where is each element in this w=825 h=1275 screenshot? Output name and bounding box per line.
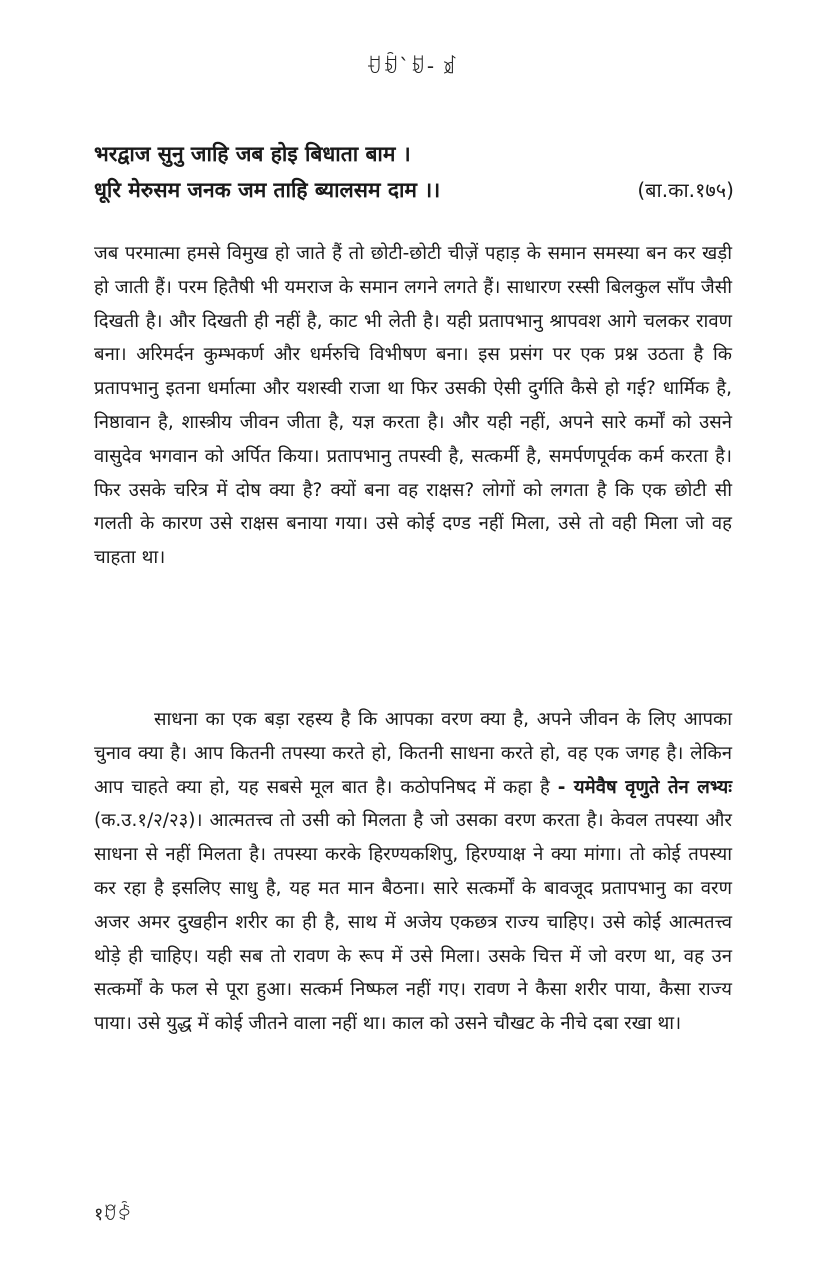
paragraph-2-text-a: साधना का एक बड़ा रहस्य है कि आपका वरण क्या है, अपने जीवन के लिए आपका चुनाव क्या है। आप कितनी तपस्या करते हो, कितनी साधना करते हो, वह एक जगह है। लेकिन आप चाहते क्या हो, यह सबसे मूल बात है। कठोपनिषद में कहा है xyxy=(94,709,732,798)
verse-block xyxy=(94,136,734,208)
verse-line-2: धूरि मेरुसम जनक जम ताहि ब्यालसम दाम ।। xyxy=(94,178,441,202)
paragraph-1: जब परमात्मा हमसे विमुख हो जाते हैं तो छोटी-छोटी चीज़ें पहाड़ के समान समस्या बन कर खड़ी हो जाती हैं। परम हितैषी भी यमराज के समान लगने लगते हैं। साधारण रस्सी बिलकुल साँप जैसी दिखती है। और दिखती ही नहीं है, काट भी लेती है। यही प्रतापभानु श्रापवश आगे चलकर रावण बना। अरिमर्दन कुम्भकर्ण और धर्मरुचि विभीषण बना। इस प्रसंग पर एक प्रश्न उठता है कि प्रतापभानु इतना धर्मात्मा और यशस्वी राजा था फिर उसकी ऐसी दुर्गति कैसे हो गई? धार्मिक है, निष्ठावान है, शास्त्रीय जीवन जीता है, यज्ञ करता है। और यही नहीं, अपने सारे कर्मों को उसने वासुदेव भगवान को अर्पित किया। प्रतापभानु तपस्वी है, सत्कर्मी है, समर्पणपूर्वक कर्म करता है। फिर उसके चरित्र में दोष क्या है? क्यों बना वह राक्षस? लोगों को लगता है कि एक छोटी सी गलती के कारण उसे राक्षस बनाया गया। उसे कोई दण्ड नहीं मिला, उसे तो वही मिला जो वह चाहता था। xyxy=(94,243,732,569)
paragraph-2-text-b: (क.उ.१/२/२३)। आत्मतत्त्व तो उसी को मिलता है जो उसका वरण करता है। केवल तपस्या और साधना से नहीं मिलता है। तपस्या करके हिरण्यकशिपु, हिरण्याक्ष ने क्या मांगा। तो कोई तपस्या कर रहा है इसलिए साधु है, यह मत मान बैठना। सारे सत्कर्मों के बावजूद प्रतापभानु का वरण अजर अमर दुखहीन शरीर का ही है, साथ में अजेय एकछत्र राज्य चाहिए। उसे कोई आत्मतत्त्व थोड़े ही चाहिए। यही सब तो रावण के रूप में उसे मिला। उसके चित्त में जो वरण था, वह उन सत्कर्मों के फल से पूरा हुआ। सत्कर्म निष्फल नहीं गए। रावण ने कैसा शरीर पाया, कैसा राज्य पाया। उसे युद्ध में कोई जीतने वाला नहीं था। काल को उसने चौखट के नीचे दबा रखा था। xyxy=(94,810,732,1035)
running-header: ꀀꀁ`ꀂ- ꀃ xyxy=(365,54,460,78)
verse-line-1: भरद्वाज सुनु जाहि जब होइ बिधाता बाम । xyxy=(94,142,411,166)
paragraph-2 xyxy=(94,703,732,1041)
verse-reference: (बा.का.१७५) xyxy=(637,178,734,202)
page-number: १ꀄꀅ xyxy=(94,1204,132,1225)
paragraph-2-quote: - यमेवैष वृणुते तेन लभ्यः xyxy=(557,776,732,798)
